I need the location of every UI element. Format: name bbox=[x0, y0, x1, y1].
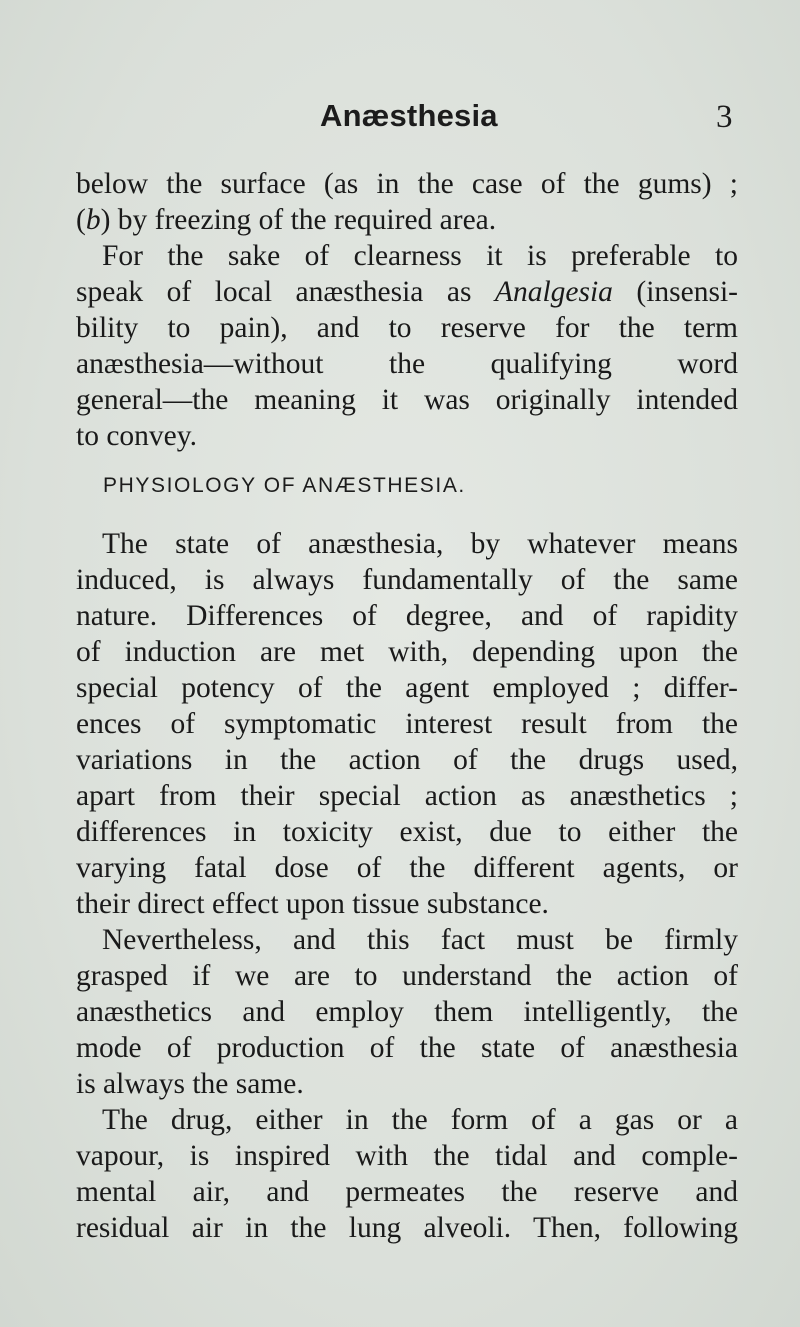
text-line: ences of symptomatic interest result from the bbox=[76, 708, 738, 740]
text-line: differences in toxicity exist, due to either the bbox=[76, 816, 738, 848]
text-line: anæsthesia—without the qualifying word bbox=[76, 348, 738, 380]
section-heading: PHYSIOLOGY OF ANÆSTHESIA. bbox=[103, 474, 466, 497]
text-line: mode of production of the state of anæsthesia bbox=[76, 1032, 738, 1064]
text-line: bility to pain), and to reserve for the term bbox=[76, 312, 738, 344]
text-line: general—the meaning it was originally intended bbox=[76, 384, 738, 416]
text-line: (b) by freezing of the required area. bbox=[76, 204, 497, 236]
text-line: The state of anæsthesia, by whatever means bbox=[102, 528, 738, 560]
text-line: Nevertheless, and this fact must be firmly bbox=[102, 924, 738, 956]
text-line: special potency of the agent employed ; differ- bbox=[76, 672, 738, 704]
text-line: apart from their special action as anæsthetics ; bbox=[76, 780, 738, 812]
page-number: 3 bbox=[716, 99, 733, 135]
italic-text: Analgesia bbox=[494, 276, 613, 308]
text-line: induced, is always fundamentally of the same bbox=[76, 564, 738, 596]
text-line: is always the same. bbox=[76, 1068, 304, 1100]
text-line: The drug, either in the form of a gas or a bbox=[102, 1104, 738, 1136]
page-header bbox=[0, 98, 800, 138]
text-line: residual air in the lung alveoli. Then, following bbox=[76, 1212, 738, 1244]
text-line: to convey. bbox=[76, 420, 197, 452]
text-line: below the surface (as in the case of the gums) ; bbox=[76, 168, 738, 200]
text-line: their direct effect upon tissue substance. bbox=[76, 888, 549, 920]
italic-text: b bbox=[85, 204, 101, 236]
text-line: speak of local anæsthesia as Analgesia (insensi- bbox=[76, 276, 739, 308]
text-line: For the sake of clearness it is preferable to bbox=[102, 240, 738, 272]
text-line: vapour, is inspired with the tidal and comple- bbox=[76, 1140, 738, 1172]
text-line: of induction are met with, depending upon the bbox=[76, 636, 738, 668]
text-line: varying fatal dose of the different agents, or bbox=[76, 852, 738, 884]
text-line: grasped if we are to understand the action of bbox=[76, 960, 738, 992]
text-line: mental air, and permeates the reserve and bbox=[76, 1176, 738, 1208]
text-line: anæsthetics and employ them intelligently, the bbox=[76, 996, 738, 1028]
text-line: variations in the action of the drugs used, bbox=[76, 744, 738, 776]
running-title: Anæsthesia bbox=[320, 98, 498, 133]
text-line: nature. Differences of degree, and of rapidity bbox=[76, 600, 738, 632]
